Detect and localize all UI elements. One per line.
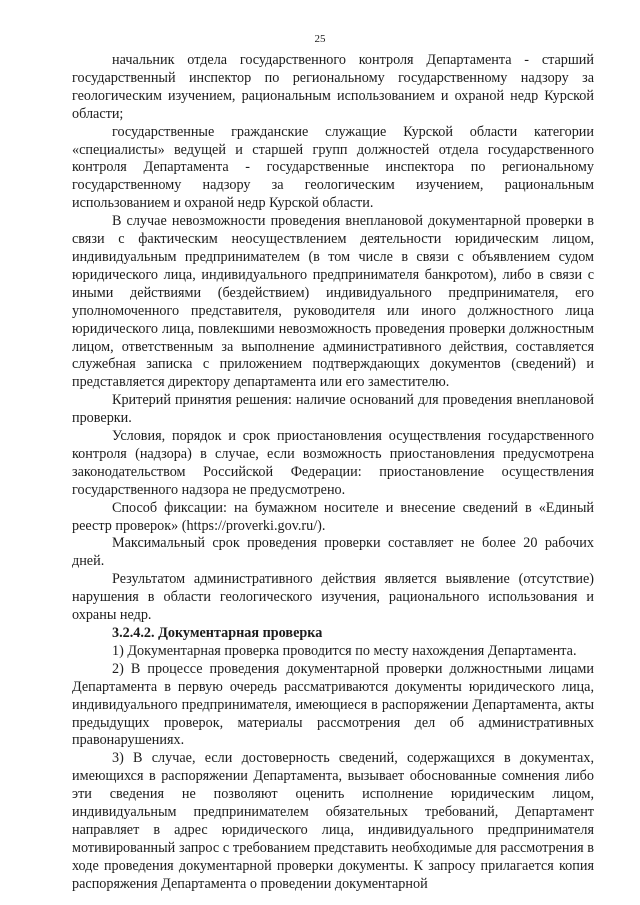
paragraph: начальник отдела государственного контроля Департамента - старший государственный инспектор по региональному государственному надзору за геологическим изучением, рациональным использованием и охраной недр Курской области; bbox=[72, 52, 594, 122]
section-paragraph: 1) Документарная проверка проводится по месту нахождения Департамента. bbox=[112, 642, 577, 659]
section-paragraph: 2) В процессе проведения документарной проверки должностными лицами Департамента в первую очередь рассматриваются документы юридического лица, индивидуального предпринимателя, имеющиеся в распоряжении Департамента, акты предыдущих проверок, материалы рассмотрения дел об административных правонарушениях. bbox=[72, 660, 594, 749]
document-body bbox=[72, 52, 594, 894]
page-number: 25 bbox=[314, 33, 326, 45]
paragraph: Условия, порядок и срок приостановления осуществления государственного контроля (надзора) в случае, если возможность приостановления предусмотрена законодательством Российской Федерации: приостановление осуществления государственного надзора не предусмотрено. bbox=[72, 428, 594, 498]
paragraph: Результатом административного действия является выявление (отсутствие) нарушения в области геологического изучения, рационального использования и охраны недр. bbox=[72, 571, 594, 624]
paragraph: Способ фиксации: на бумажном носителе и внесение сведений в «Единый реестр проверок» (https://proverki.gov.ru/). bbox=[72, 499, 594, 534]
section-paragraph: 3) В случае, если достоверность сведений, содержащихся в документах, имеющихся в распоряжении Департамента, вызывает обоснованные сомнения либо эти сведения не позволяют оценить исполнение юридическим лицом, индивидуальным предпринимателем обязательных требований, Департамент направляет в адрес юридического лица, индивидуального предпринимателя мотивированный запрос с требованием представить необходимые для рассмотрения в ходе проведения документарной проверки документы. К запросу прилагается копия распоряжения Департамента о проведении документарной bbox=[72, 750, 594, 892]
paragraph: Критерий принятия решения: наличие оснований для проведения внеплановой проверки. bbox=[72, 392, 594, 427]
paragraph: В случае невозможности проведения внеплановой документарной проверки в связи с фактическим неосуществлением деятельности юридическим лицом, индивидуальным предпринимателем (в том числе в связи с объявлением судом юридического лица, индивидуального предпринимателя банкротом), либо в связи с иными действиями (бездействием) индивидуального предпринимателя, его уполномоченного представителя, руководителя или иного должностного лица юридического лица, повлекшими невозможность проведения проверки должностным лицом, ответственным за выполнение административного действия, составляется служебная записка с приложением подтверждающих документов (сведений) и представляется директору департамента или его заместителю. bbox=[72, 213, 594, 391]
section-heading: 3.2.4.2. Документарная проверка bbox=[112, 625, 323, 641]
paragraph: Максимальный срок проведения проверки составляет не более 20 рабочих дней. bbox=[72, 535, 594, 570]
paragraph: государственные гражданские служащие Курской области категории «специалисты» ведущей и старшей групп должностей отдела государственного контроля Департамента - государственные инспектора по региональному государственному надзору за геологическим изучением, рациональным использованием и охраной недр Курской области. bbox=[72, 123, 594, 212]
